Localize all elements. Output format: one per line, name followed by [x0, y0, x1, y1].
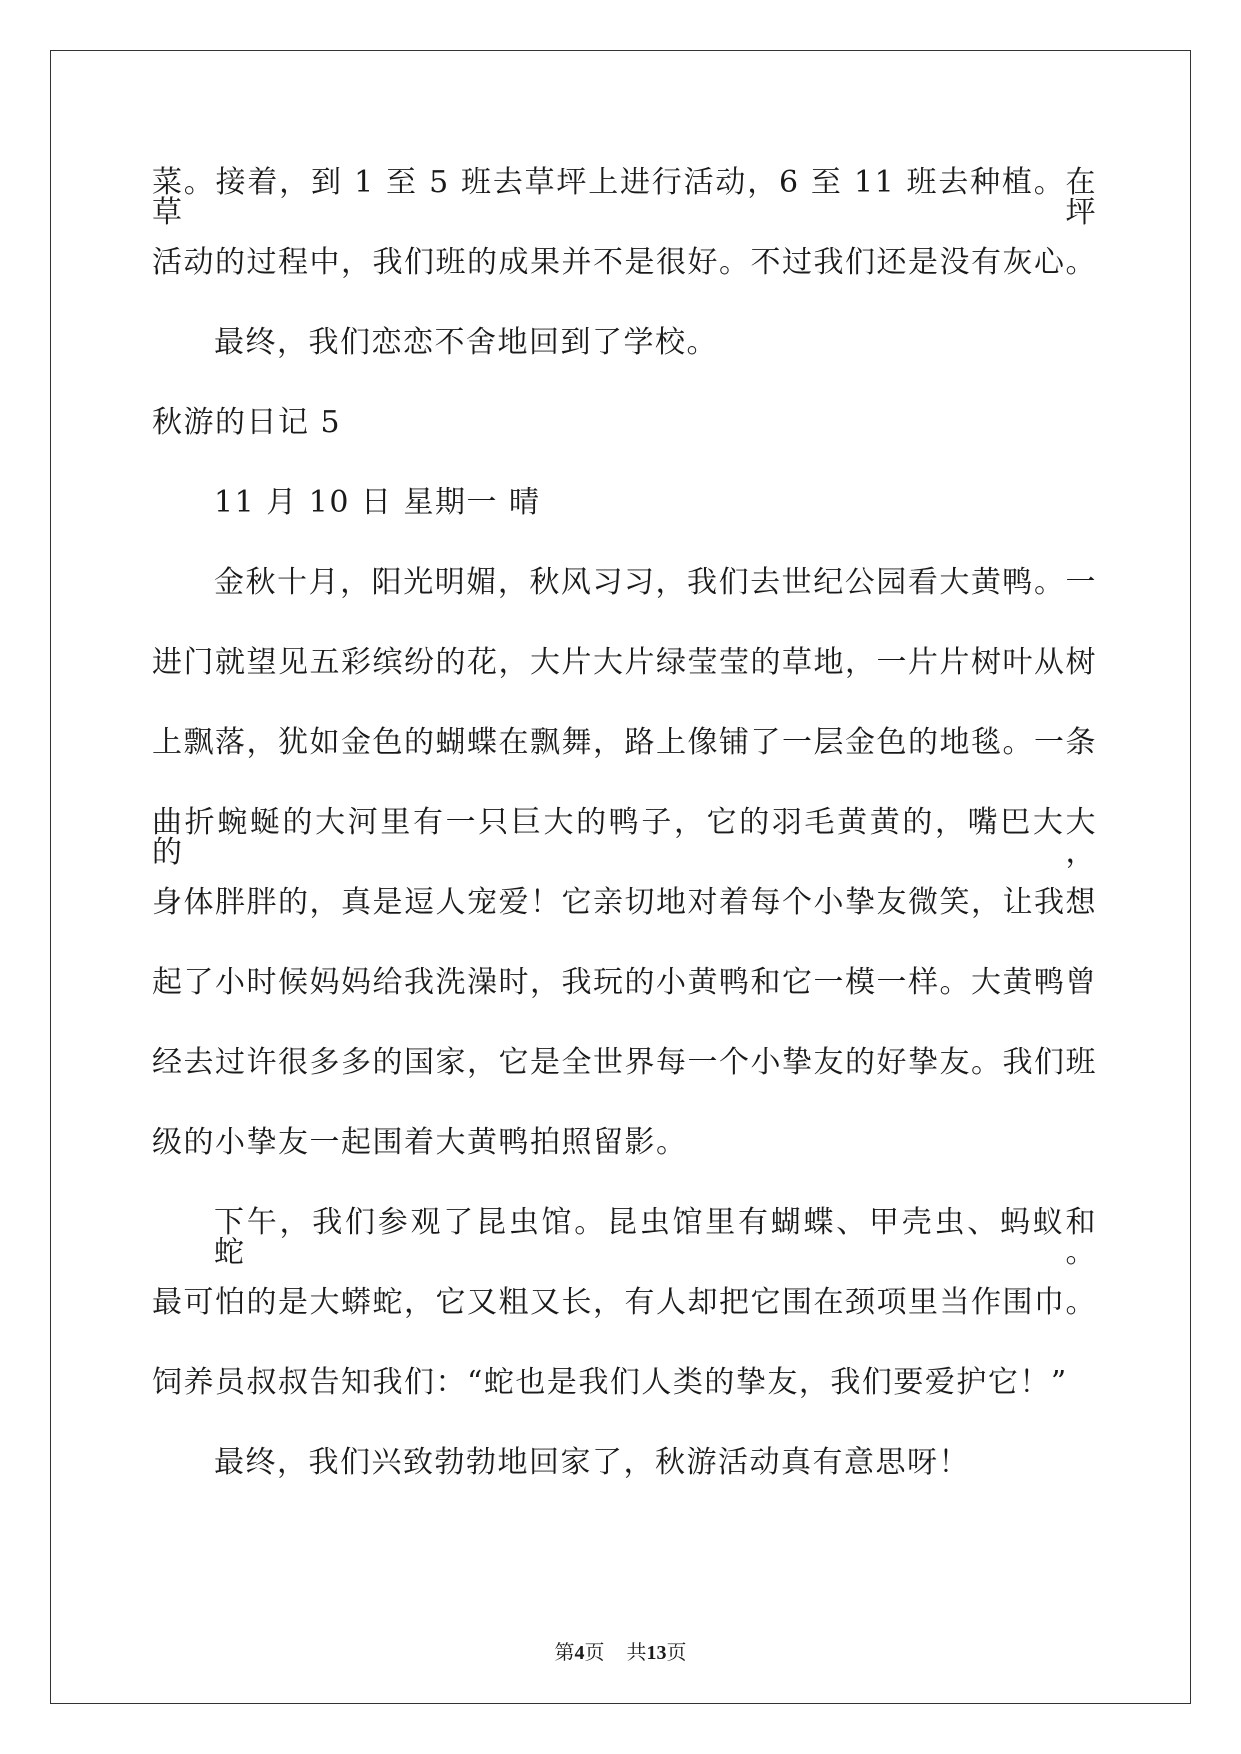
- paragraph-line: 身体胖胖的，真是逗人宠爱！它亲切地对着每个小挚友微笑，让我想: [152, 885, 1097, 920]
- paragraph-line: 最终，我们恋恋不舍地回到了学校。: [214, 325, 718, 360]
- footer-page-unit: 页: [584, 1640, 605, 1664]
- current-page-number: 4: [574, 1642, 585, 1664]
- paragraph-line: 最终，我们兴致勃勃地回家了，秋游活动真有意思呀！: [214, 1445, 970, 1480]
- footer-total-prefix: 共: [626, 1640, 647, 1664]
- paragraph-line: 曲折蜿蜒的大河里有一只巨大的鸭子，它的羽毛黄黄的，嘴巴大大的，: [152, 805, 1097, 870]
- paragraph-line: 级的小挚友一起围着大黄鸭拍照留影。: [152, 1125, 688, 1160]
- diary-date-line: 11 月 10 日 星期一 晴: [214, 485, 541, 520]
- footer-prefix: 第: [554, 1640, 575, 1664]
- paragraph-line: 进门就望见五彩缤纷的花，大片大片绿莹莹的草地，一片片树叶从树: [152, 645, 1097, 680]
- paragraph-line: 金秋十月，阳光明媚，秋风习习，我们去世纪公园看大黄鸭。一: [214, 565, 1097, 600]
- paragraph-line: 起了小时候妈妈给我洗澡时，我玩的小黄鸭和它一模一样。大黄鸭曾: [152, 965, 1097, 1000]
- section-heading: 秋游的日记 5: [152, 405, 342, 440]
- paragraph-line: 最可怕的是大蟒蛇，它又粗又长，有人却把它围在颈项里当作围巾。: [152, 1285, 1097, 1320]
- paragraph-line: 菜。接着，到 1 至 5 班去草坪上进行活动，6 至 11 班去种植。在草坪: [152, 165, 1097, 230]
- total-page-count: 13: [646, 1642, 667, 1664]
- page-footer: [0, 1642, 1241, 1663]
- document-body: [152, 165, 1097, 1528]
- paragraph-line: 上飘落，犹如金色的蝴蝶在飘舞，路上像铺了一层金色的地毯。一条: [152, 725, 1097, 760]
- paragraph-line: 饲养员叔叔告知我们：“蛇也是我们人类的挚友，我们要爱护它！”: [152, 1365, 1068, 1400]
- paragraph-line: 经去过许很多多的国家，它是全世界每一个小挚友的好挚友。我们班: [152, 1045, 1097, 1080]
- paragraph-line: 活动的过程中，我们班的成果并不是很好。不过我们还是没有灰心。: [152, 245, 1097, 280]
- footer-total-unit: 页: [666, 1640, 687, 1664]
- paragraph-line: 下午，我们参观了昆虫馆。昆虫馆里有蝴蝶、甲壳虫、蚂蚁和蛇。: [214, 1205, 1097, 1270]
